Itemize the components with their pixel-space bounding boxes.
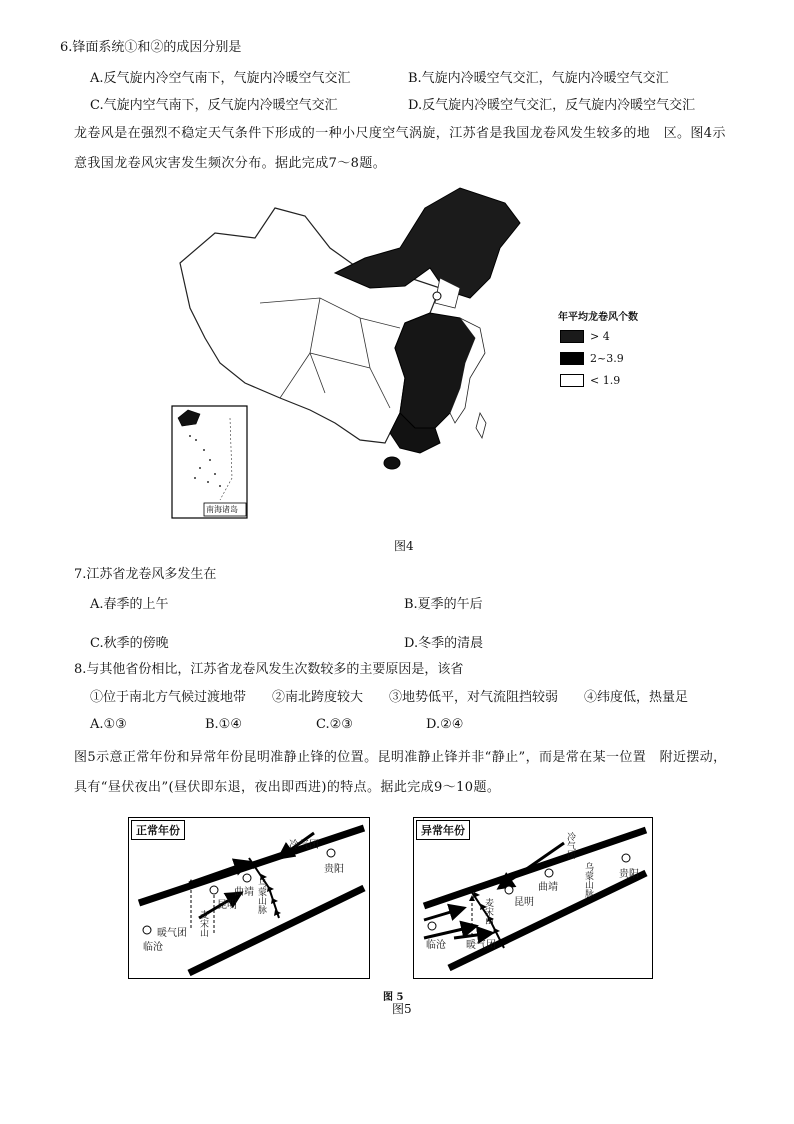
q8-option-b: B.①④ [205,717,242,732]
legend-label: < 1.9 [590,374,621,387]
q7-stem: 7.江苏省龙卷风多发生在 [74,567,217,582]
q8-option-d: D.②④ [426,717,464,732]
q6-option-c: C.气旋内空气南下，反气旋内冷暖空气交汇 [90,98,338,113]
legend-label: > 4 [590,330,610,343]
label-wumeng-mountains: 乌蒙山脉 [256,878,266,914]
legend-title: 年平均龙卷风个数 [558,312,638,323]
normal-year-diagram [129,818,369,978]
legend-swatch-white [560,374,584,387]
label-guiyang: 贵阳 [324,864,344,875]
label-cold-airmass-right: 冷气团 [565,832,575,859]
label-qujing-right: 曲靖 [538,882,558,893]
label-lincang-right: 临沧 [426,940,446,951]
q6-option-d: D.反气旋内冷暖空气交汇，反气旋内冷暖空气交汇 [408,98,696,113]
inset-label: 南海诸岛 [206,505,238,514]
legend-item-gt4 [560,330,610,343]
label-xiaoshan-right: 麦宋山 [483,898,493,925]
q7-option-d: D.冬季的清晨 [404,636,484,651]
figure-4-caption: 图4 [394,539,414,553]
intro-paragraph-front: 图5示意正常年份和异常年份昆明准静止锋的位置。昆明准静止锋并非“静止”，而是常在某一位置 附近摆动，具有“昼伏夜出”(昼伏即东退，夜出即西进)的特点。据此完成9～10题。 [74,750,727,795]
label-guiyang-right: 贵阳 [619,869,639,880]
q6-stem: 6.锋面系统①和②的成因分别是 [60,40,242,55]
figure-4-map [160,178,675,528]
panel-abnormal-title: 异常年份 [416,820,470,840]
q8-option-c: C.②③ [316,717,353,732]
label-lincang: 临沧 [143,942,163,953]
label-qujing: 曲靖 [234,887,254,898]
hainan-island [384,457,400,469]
q7-option-b: B.夏季的午后 [404,597,483,612]
label-wumeng-mountains-right: 乌蒙山脉 [583,862,593,898]
q7-option-a: A.春季的上午 [90,597,169,612]
legend-item-lt1-9 [560,374,620,387]
q6-option-a: A.反气旋内冷空气南下，气旋内冷暖空气交汇 [90,71,351,86]
panel-abnormal-year [413,817,653,979]
q6-option-b: B.气旋内冷暖空气交汇，气旋内冷暖空气交汇 [408,71,669,86]
legend-label: 2~3.9 [590,352,624,365]
label-warm-airmass: 暖气团 [157,928,187,939]
figure-5-caption: 图5 [392,1002,412,1016]
q8-option-a: A.①③ [90,717,127,732]
intro-paragraph-tornado: 龙卷风是在强烈不稳定天气条件下形成的一种小尺度空气涡旋，江苏省是我国龙卷风发生较多的地 区。图4示意我国龙卷风灾害发生频次分布。据此完成7～8题。 [74,126,726,171]
legend-item-2-3-9 [560,352,624,365]
label-kunming-right: 昆明 [514,897,534,908]
q8-statements: ①位于南北方气候过渡地带 ②南北跨度较大 ③地势低平，对气流阻挡较弱 ④纬度低，热量足 [90,690,689,705]
figure-5 [128,812,658,1002]
label-xiaoshan: 麦宋山 [198,910,208,937]
legend-swatch-black [560,352,584,365]
label-kunming: 昆明 [217,900,237,911]
panel-normal-title: 正常年份 [131,820,185,840]
label-warm-airmass-right: 暖气团 [466,940,496,951]
panel-normal-year [128,817,370,979]
label-cold-airmass: 冷气团 [289,840,319,851]
q7-option-c: C.秋季的傍晚 [90,636,169,651]
legend-swatch-dark [560,330,584,343]
q8-stem: 8.与其他省份相比，江苏省龙卷风发生次数较多的主要原因是，该省 [74,662,464,677]
figure-5-inner-caption: 图 5 [383,992,404,1003]
